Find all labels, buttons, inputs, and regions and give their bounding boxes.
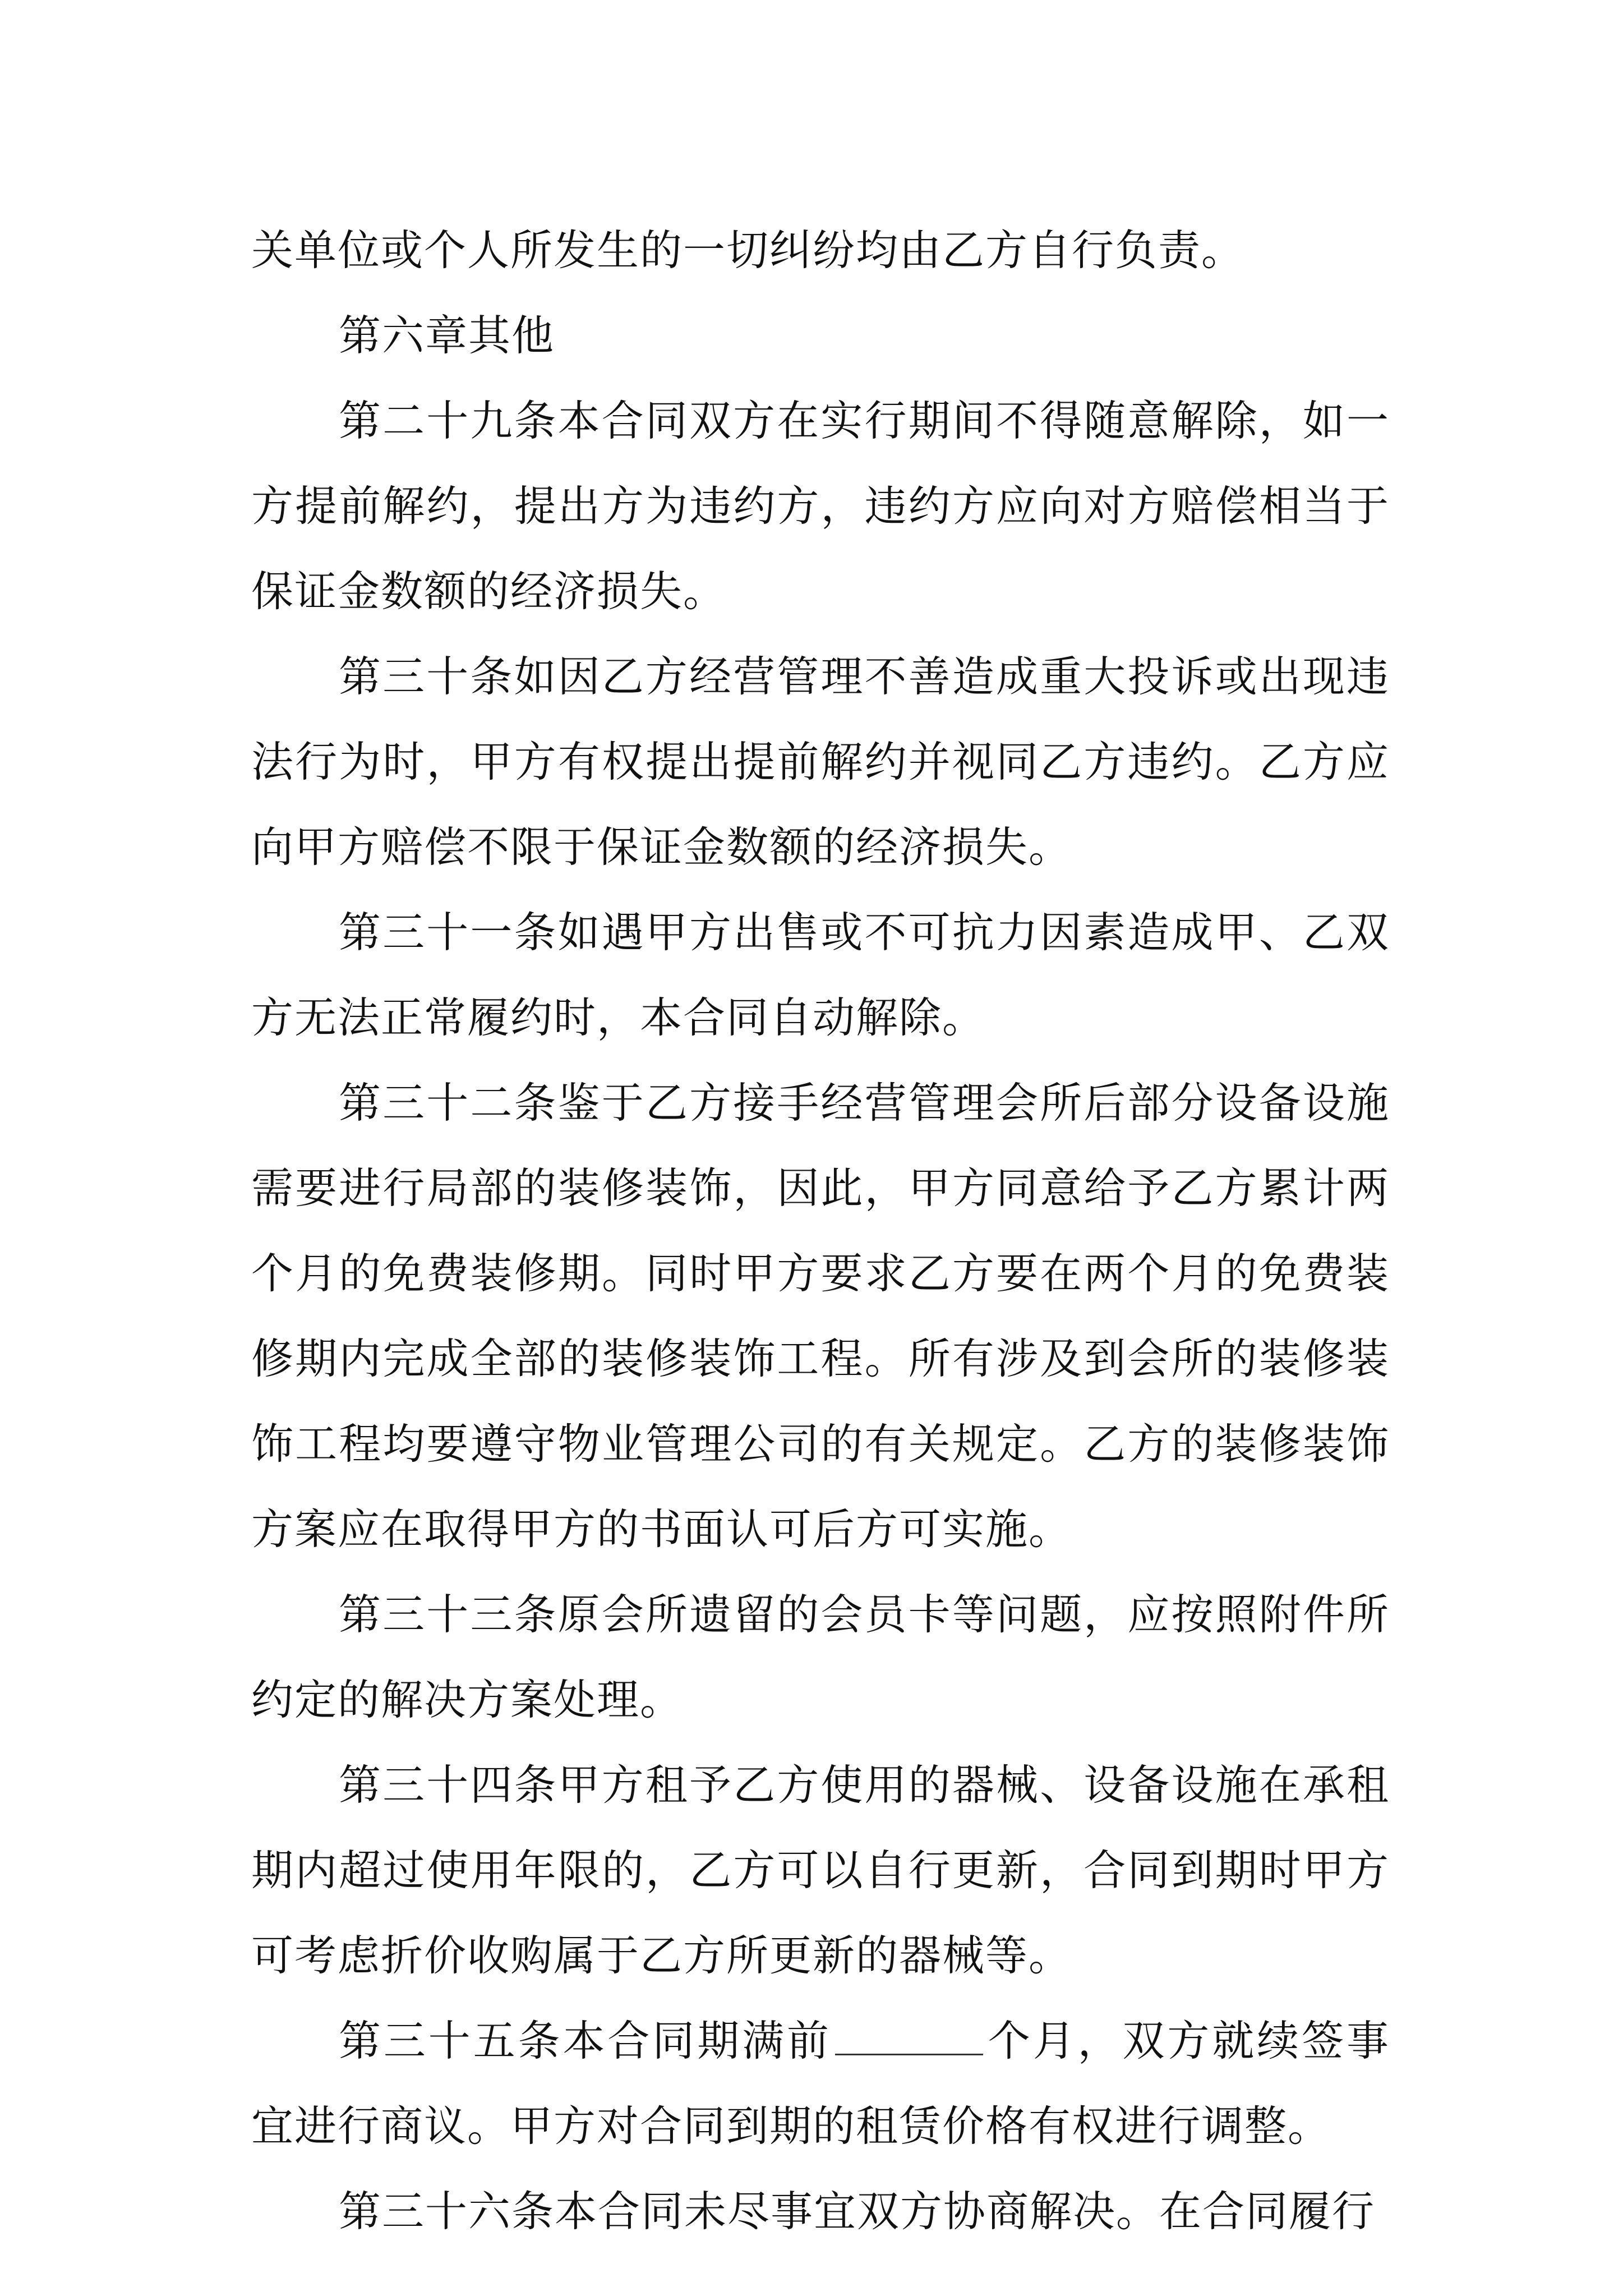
clause-35-lead: 第三十五条本合同期满前 <box>339 2016 832 2065</box>
chapter-heading: 第六章其他 <box>339 311 555 360</box>
clause-29: 第二十九条本合同双方在实行期间不得随意解除，如一方提前解约，提出方为违约方，违约方应向对方赔偿相当于保证金数额的经济损失。 <box>251 396 1390 616</box>
clause-34: 第三十四条甲方租予乙方使用的器械、设备设施在承租期内超过使用年限的，乙方可以自行更新，合同到期时甲方可考虑折价收购属于乙方所更新的器械等。 <box>251 1760 1390 1980</box>
clause-30: 第三十条如因乙方经营管理不善造成重大投诉或出现违法行为时，甲方有权提出提前解约并视同乙方违约。乙方应向甲方赔偿不限于保证金数额的经济损失。 <box>251 652 1390 872</box>
clause-31: 第三十一条如遇甲方出售或不可抗力因素造成甲、乙双方无法正常履约时，本合同自动解除。 <box>251 908 1390 1042</box>
clause-35 <box>251 1998 1390 2169</box>
clause-32: 第三十二条鉴于乙方接手经营管理会所后部分设备设施需要进行局部的装修装饰，因此，甲方同意给予乙方累计两个月的免费装修期。同时甲方要求乙方要在两个月的免费装修期内完成全部的装修装饰工程。所有涉及到会所的装修装饰工程均要遵守物业管理公司的有关规定。乙方的装修装饰方案应在取得甲方的书面认可后方可实施。 <box>251 1078 1390 1554</box>
document-body <box>251 208 1390 2254</box>
paragraph-continuation: 关单位或个人所发生的一切纠纷均由乙方自行负责。 <box>251 226 1245 275</box>
clause-36: 第三十六条本合同未尽事宜双方协商解决。在合同履行 <box>339 2187 1376 2236</box>
fill-in-blank <box>835 2020 983 2055</box>
clause-35-tail: 个月，双方就续签事宜进行商议。甲方对合同到期的租赁价格有权进行调整。 <box>251 2016 1390 2151</box>
clause-33: 第三十三条原会所遗留的会员卡等问题，应按照附件所约定的解决方案处理。 <box>251 1590 1390 1724</box>
